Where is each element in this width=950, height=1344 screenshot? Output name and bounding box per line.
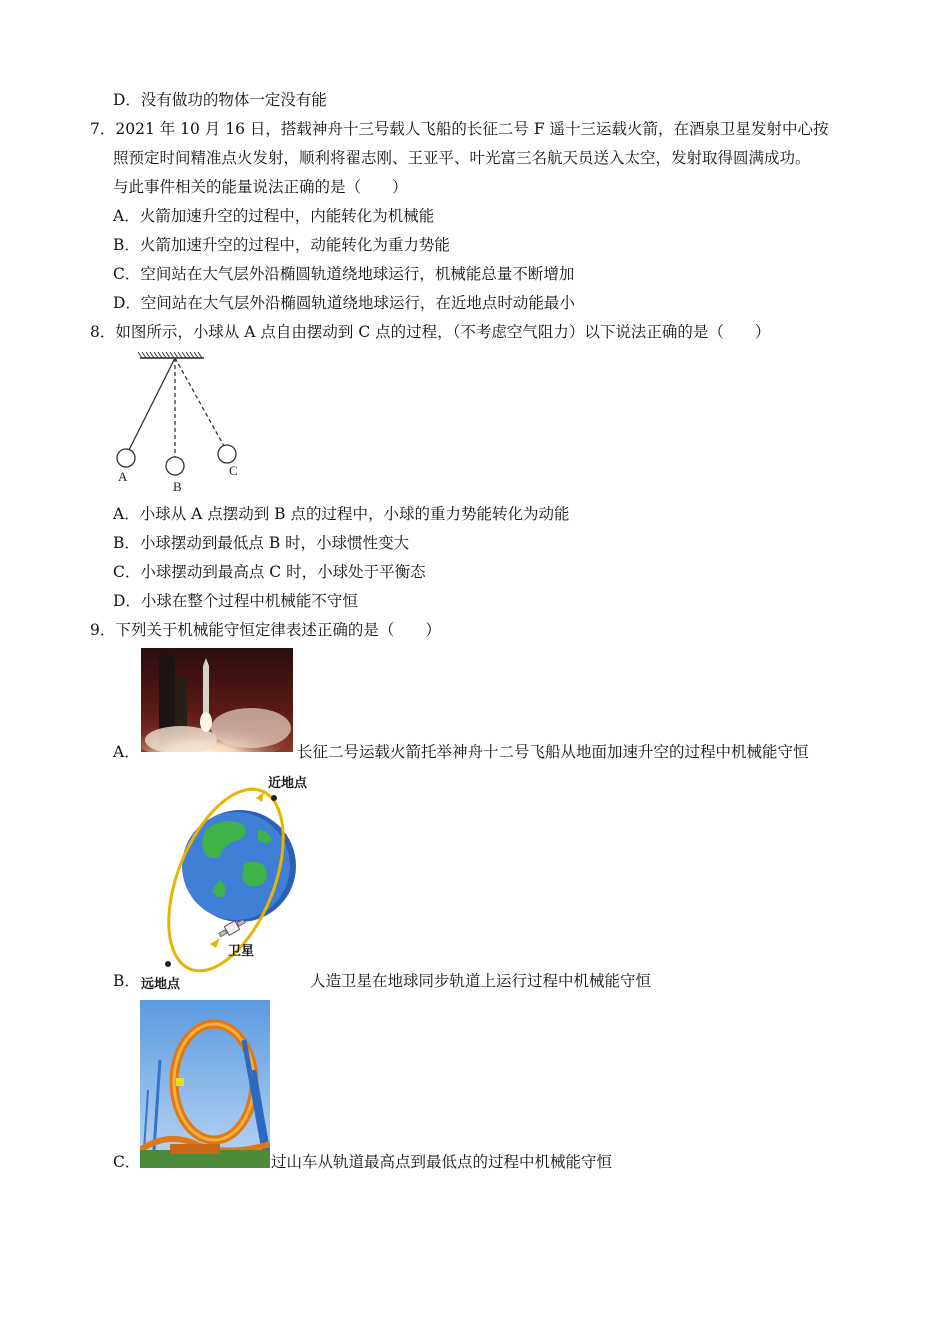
- q9-option-b-label: B．: [113, 972, 140, 990]
- q7-option-a: A．火箭加速升空的过程中，内能转化为机械能: [113, 207, 435, 225]
- point-b-label: B: [173, 479, 182, 494]
- q9-stem: 9．下列关于机械能守恒定律表述正确的是（ ）: [90, 621, 441, 639]
- q9-option-b-text: 人造卫星在地球同步轨道上运行过程中机械能守恒: [310, 972, 652, 990]
- q7-option-c: C．空间站在大气层外沿椭圆轨道绕地球运行，机械能总量不断增加: [113, 265, 575, 283]
- q9-option-c-label: C．: [113, 1153, 141, 1171]
- q8-option-b: B．小球摆动到最低点 B 时，小球惯性变大: [113, 534, 410, 552]
- satellite-label: 卫星: [228, 944, 255, 959]
- point-c-label: C: [229, 463, 238, 478]
- q7-option-d: D．空间站在大气层外沿椭圆轨道绕地球运行，在近地点时动能最小: [113, 294, 575, 312]
- point-a-label: A: [118, 469, 128, 484]
- apogee-label: 远地点: [141, 977, 181, 992]
- q7-stem-line1: 7．2021 年 10 月 16 日，搭载神舟十三号载人飞船的长征二号 F 遥十三运载火箭，在酒泉卫星发射中心按: [90, 120, 829, 138]
- q6-option-d: D．没有做功的物体一定没有能: [113, 91, 327, 109]
- q9-option-a-text: 长征二号运载火箭托举神舟十二号飞船从地面加速升空的过程中机械能守恒: [297, 743, 809, 761]
- q7-stem-line3: 与此事件相关的能量说法正确的是（ ）: [113, 178, 408, 196]
- q9-option-c-text: 过山车从轨道最高点到最低点的过程中机械能守恒: [271, 1153, 613, 1171]
- q7-option-b: B．火箭加速升空的过程中，动能转化为重力势能: [113, 236, 450, 254]
- pendulum-diagram: [112, 350, 252, 496]
- perigee-label: 近地点: [268, 776, 308, 791]
- q7-stem-line2: 照预定时间精准点火发射，顺利将翟志刚、王亚平、叶光富三名航天员送入太空，发射取得圆满成功。: [113, 149, 811, 167]
- q8-option-d: D．小球在整个过程中机械能不守恒: [113, 592, 358, 610]
- q9-option-a-label: A．: [113, 743, 140, 761]
- rocket-launch-photo: [141, 648, 293, 752]
- roller-coaster-photo: [140, 1000, 270, 1168]
- q8-stem: 8．如图所示，小球从 A 点自由摆动到 C 点的过程，（不考虑空气阻力）以下说法正确的是（ ）: [90, 323, 771, 341]
- q8-option-c: C．小球摆动到最高点 C 时，小球处于平衡态: [113, 563, 426, 581]
- satellite-orbit-diagram: [140, 768, 310, 988]
- q8-option-a: A．小球从 A 点摆动到 B 点的过程中，小球的重力势能转化为动能: [113, 505, 570, 523]
